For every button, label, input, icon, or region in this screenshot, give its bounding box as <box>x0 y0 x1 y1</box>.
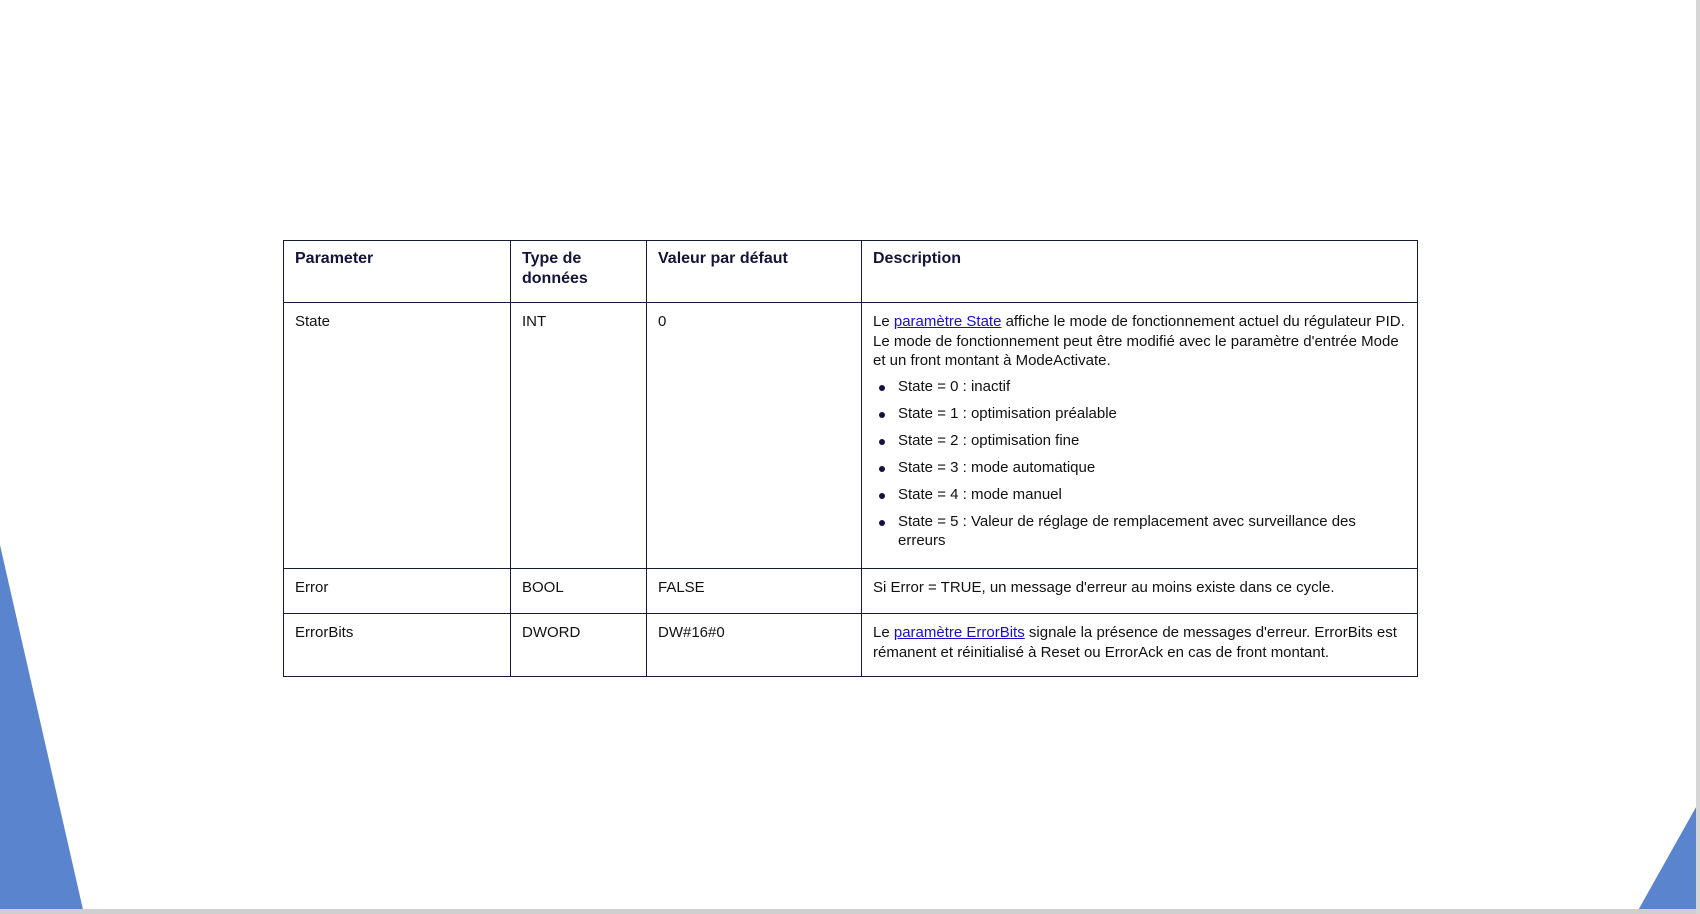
list-item <box>873 377 1406 397</box>
bullet-icon <box>879 466 885 472</box>
table-row <box>284 303 1418 569</box>
cell-default: DW#16#0 <box>647 614 862 677</box>
cell-parameter: ErrorBits <box>284 614 511 677</box>
bullet-icon <box>879 385 885 391</box>
description-suffix: signale la présence de messages d'erreur. ErrorBits est rémanent et réinitialisé à Reset ou ErrorAck en cas de front montant. <box>873 624 1397 661</box>
description-text <box>873 623 1406 662</box>
list-item-text: State = 1 : optimisation préalable <box>898 404 1117 422</box>
list-item-text: State = 0 : inactif <box>898 377 1011 395</box>
cell-parameter: State <box>284 303 511 569</box>
list-item-text: State = 5 : Valeur de réglage de remplacement avec surveillance des erreurs <box>898 512 1356 549</box>
bullet-icon <box>879 412 885 418</box>
header-description: Description <box>862 241 1418 303</box>
cell-description <box>862 614 1418 677</box>
parameter-table <box>283 240 1418 677</box>
state-parameter-link[interactable]: paramètre State <box>893 313 1002 330</box>
description-prefix: Le <box>873 624 894 641</box>
cell-default: 0 <box>647 303 862 569</box>
right-edge-shadow <box>1696 0 1700 914</box>
list-item <box>873 485 1406 505</box>
table-row <box>284 569 1418 614</box>
list-item-text: State = 2 : optimisation fine <box>898 431 1080 449</box>
header-type: Type de données <box>511 241 647 303</box>
description-prefix: Le <box>873 313 894 330</box>
errorbits-parameter-link[interactable]: paramètre ErrorBits <box>893 624 1025 641</box>
bullet-icon <box>879 439 885 445</box>
header-parameter: Parameter <box>284 241 511 303</box>
left-accent-triangle <box>0 545 84 914</box>
list-item <box>873 404 1406 424</box>
bottom-edge-shadow <box>0 909 1700 914</box>
cell-type: DWORD <box>511 614 647 677</box>
cell-description <box>862 303 1418 569</box>
list-item <box>873 431 1406 451</box>
right-accent-triangle <box>1636 800 1700 914</box>
list-item-text: State = 3 : mode automatique <box>898 458 1096 476</box>
bullet-icon <box>879 520 885 526</box>
header-default: Valeur par défaut <box>647 241 862 303</box>
state-value-list <box>873 377 1406 551</box>
list-item-text: State = 4 : mode manuel <box>898 485 1062 503</box>
cell-description: Si Error = TRUE, un message d'erreur au moins existe dans ce cycle. <box>862 569 1418 614</box>
list-item <box>873 458 1406 478</box>
bullet-icon <box>879 493 885 499</box>
description-text <box>873 312 1406 371</box>
description-suffix: affiche le mode de fonctionnement actuel du régulateur PID. Le mode de fonctionnement peut être modifié avec le paramètre d'entrée Mode et un front montant à ModeActivate. <box>873 313 1405 369</box>
list-item <box>873 512 1406 551</box>
cell-type: INT <box>511 303 647 569</box>
cell-default: FALSE <box>647 569 862 614</box>
cell-type: BOOL <box>511 569 647 614</box>
table-row <box>284 614 1418 677</box>
table-header-row <box>284 241 1418 303</box>
cell-parameter: Error <box>284 569 511 614</box>
